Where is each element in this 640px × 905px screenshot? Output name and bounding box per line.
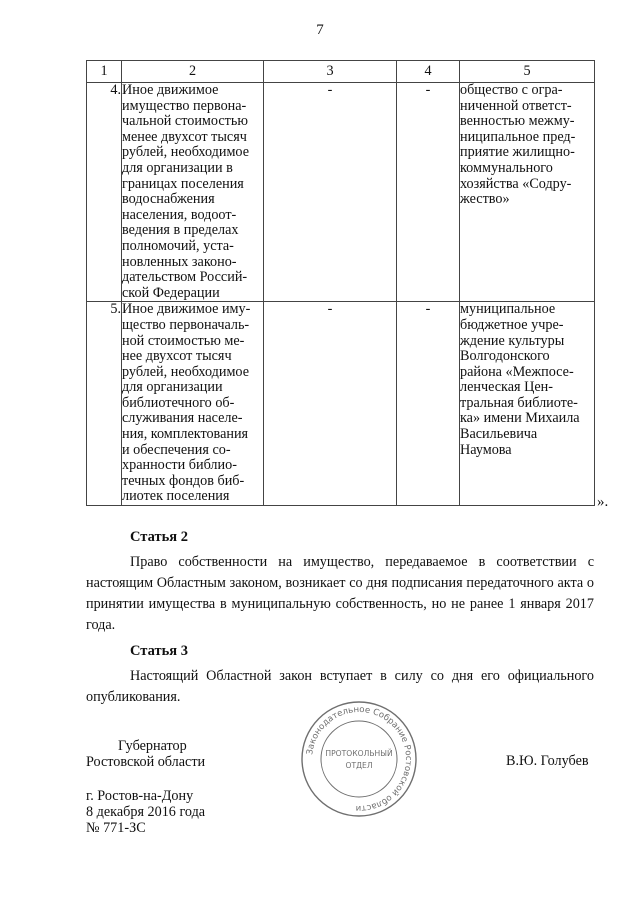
signature-number: № 771-ЗС — [86, 820, 146, 836]
official-seal — [299, 699, 419, 819]
description-line: водоснабжения — [122, 191, 215, 208]
article-3-text: Настоящий Областной закон вступает в силу со дня его официального опубликования. — [86, 668, 594, 705]
holder-line: ленческая Цен- — [460, 379, 553, 396]
holder-line: хозяйства «Содру- — [460, 175, 572, 192]
property-description — [122, 83, 264, 302]
seal-center-line2: ОТДЕЛ — [345, 761, 373, 770]
holder-line: Волгодонского — [460, 348, 550, 365]
seal-outer-ring — [302, 702, 416, 816]
table-header-cell: 3 — [264, 61, 397, 83]
signature-position-line1: Губернатор — [118, 738, 187, 754]
description-line: дательством Россий- — [122, 269, 248, 286]
page-number: 7 — [316, 22, 324, 38]
column-4-value: - — [397, 302, 460, 506]
description-line: течных фондов биб- — [122, 472, 245, 489]
property-holder — [460, 83, 595, 302]
holder-line: ждение культуры — [460, 332, 565, 349]
holder-line: жество» — [460, 191, 510, 208]
seal-center-line1: ПРОТОКОЛЬНЫЙ — [325, 749, 393, 758]
table-row — [87, 302, 595, 506]
holder-line: коммунального — [460, 159, 553, 176]
property-holder — [460, 302, 595, 506]
description-line: Иное движимое иму- — [122, 301, 251, 318]
description-line: ния, комплектования — [122, 426, 249, 443]
holder-line: муниципальное — [460, 301, 556, 318]
holder-line: ниченной ответст- — [460, 97, 572, 114]
article-2-title: Статья 2 — [130, 529, 188, 545]
description-line: и обеспечения со- — [122, 441, 231, 458]
column-3-value: - — [264, 302, 397, 506]
description-line: ской Федерации — [122, 284, 220, 301]
row-number: 5. — [87, 302, 122, 506]
description-line: лиотек поселения — [122, 488, 230, 505]
description-line: Иное движимое — [122, 82, 219, 98]
signature-position-line2: Ростовской области — [86, 754, 206, 770]
holder-line: венностью межму- — [460, 113, 575, 130]
holder-line: ниципальное пред- — [460, 128, 576, 145]
description-line: населения, водоот- — [122, 206, 237, 223]
description-line: полномочий, уста- — [122, 237, 234, 254]
description-line: библиотечного об- — [122, 394, 235, 411]
column-4-value: - — [397, 83, 460, 302]
signature-name: В.Ю. Голубев — [506, 753, 589, 769]
holder-line: района «Межпосе- — [460, 363, 574, 380]
article-3-title: Статья 3 — [130, 643, 188, 659]
signature-city: г. Ростов-на-Дону — [86, 788, 194, 804]
description-line: рублей, необходимое — [122, 144, 249, 161]
table-row — [87, 83, 595, 302]
description-line: имущество первона- — [122, 97, 247, 114]
holder-line: общество с огра- — [460, 82, 563, 98]
seal-ring-text: Законодательное Собрание Ростовской области — [305, 704, 414, 814]
description-line: чальной стоимостью — [122, 113, 248, 130]
holder-line: бюджетное учре- — [460, 316, 564, 333]
description-line: для организации в — [122, 159, 233, 176]
property-description — [122, 302, 264, 506]
description-line: нее двухсот тысяч — [122, 348, 232, 365]
description-line: служивания населе- — [122, 410, 243, 427]
holder-line: ка» имени Михаила — [460, 410, 580, 427]
table-header-cell: 4 — [397, 61, 460, 83]
column-3-value: - — [264, 83, 397, 302]
description-line: хранности библио- — [122, 457, 237, 474]
seal-inner-ring — [321, 721, 397, 797]
holder-line: тральная библиоте- — [460, 394, 578, 411]
holder-line: Васильевича — [460, 426, 538, 443]
description-line: щество первоначаль- — [122, 316, 250, 333]
description-line: границах поселения — [122, 175, 244, 192]
table-header-cell: 2 — [122, 61, 264, 83]
description-line: ведения в пределах — [122, 222, 239, 239]
description-line: ной стоимостью ме- — [122, 332, 245, 349]
description-line: для организации — [122, 379, 223, 396]
holder-line: Наумова — [460, 441, 512, 458]
table-header-cell: 5 — [460, 61, 595, 83]
table-header-row — [87, 61, 595, 83]
article-2-text: Право собственности на имущество, передаваемое в соответствии с настоящим Областным законом, возникает со дня подписания передаточного акта о принятии имущества в муниципальную собственность, но не ранее 1 января 2017 года. — [86, 554, 594, 633]
property-table — [86, 60, 595, 506]
description-line: рублей, необходимое — [122, 363, 249, 380]
signature-date: 8 декабря 2016 года — [86, 804, 206, 820]
table-closing-mark: ». — [597, 494, 609, 510]
description-line: менее двухсот тысяч — [122, 128, 247, 145]
row-number: 4. — [87, 83, 122, 302]
holder-line: приятие жилищно- — [460, 144, 575, 161]
description-line: новленных законо- — [122, 253, 237, 270]
table-header-cell: 1 — [87, 61, 122, 83]
